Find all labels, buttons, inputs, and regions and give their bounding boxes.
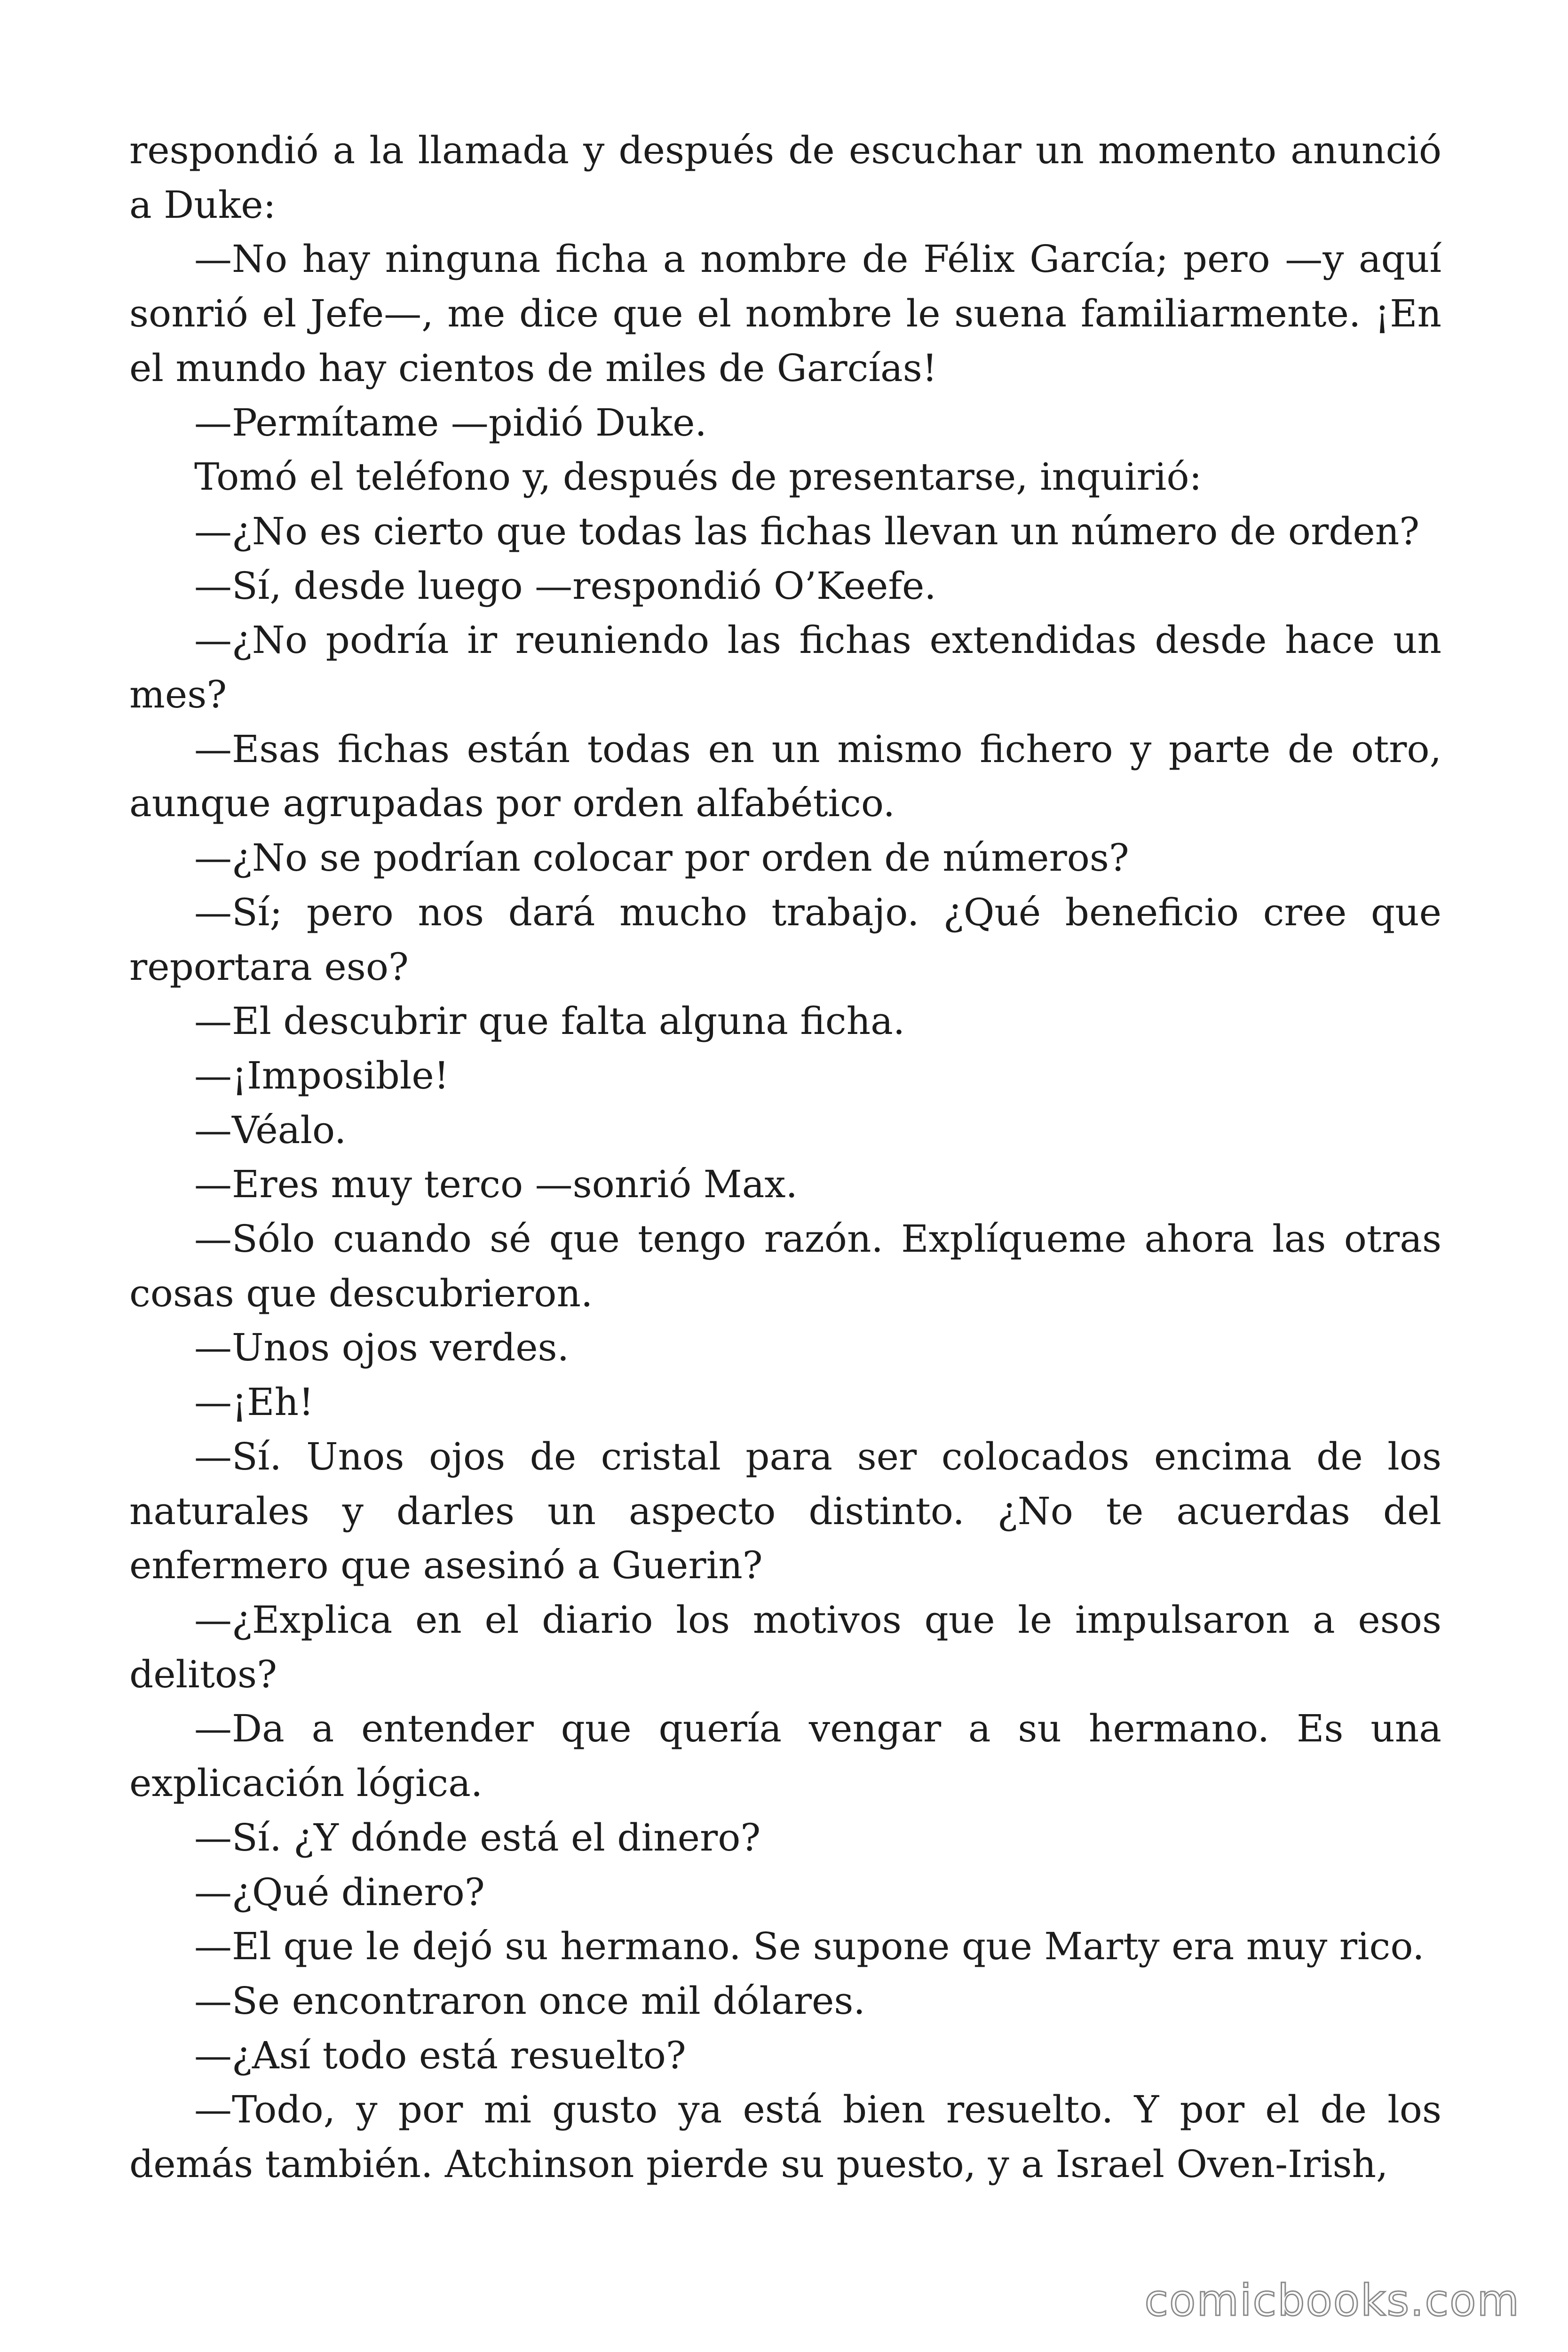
paragraph: —¿Así todo está resuelto? [194,2033,686,2077]
page-text-body [129,123,1441,2192]
paragraph: —Unos ojos verdes. [194,1326,570,1370]
paragraph: —Véalo. [194,1108,347,1152]
paragraph: —Permítame —pidió Duke. [194,400,707,445]
paragraph: —¿Explica en el diario los motivos que le impulsaron a esos delitos? [129,1597,1441,1696]
paragraph: —¡Imposible! [194,1053,449,1097]
paragraph: —¿No podría ir reuniendo las fichas extendidas desde hace un mes? [129,618,1441,717]
watermark: comicbooks.com [1144,2275,1520,2326]
paragraph: —¡Eh! [194,1380,314,1424]
paragraph: —El que le dejó su hermano. Se supone que Marty era muy rico. [194,1924,1425,1969]
paragraph: —Sólo cuando sé que tengo razón. Explíqueme ahora las otras cosas que descubrieron. [129,1217,1441,1315]
paragraph: —Sí. Unos ojos de cristal para ser colocados encima de los naturales y darles un aspecto distinto. ¿No te acuerdas del enfermero que asesinó a Guerin? [129,1434,1441,1588]
paragraph: —Sí; pero nos dará mucho trabajo. ¿Qué beneficio cree que reportara eso? [129,890,1441,989]
paragraph: —Sí, desde luego —respondió O’Keefe. [194,564,936,608]
paragraph: —No hay ninguna ficha a nombre de Félix García; pero —y aquí sonrió el Jefe—, me dice que el nombre le suena familiarmente. ¡En el mundo hay cientos de miles de Garcías! [129,237,1441,390]
paragraph: Tomó el teléfono y, después de presentarse, inquirió: [194,455,1202,499]
paragraph: —Todo, y por mi gusto ya está bien resuelto. Y por el de los demás también. Atchinson pierde su puesto, y a Israel Oven-Irish, [129,2088,1441,2186]
paragraph: —El descubrir que falta alguna ficha. [194,999,905,1043]
paragraph: —Esas fichas están todas en un mismo fichero y parte de otro, aunque agrupadas por orden alfabético. [129,727,1441,826]
paragraph: respondió a la llamada y después de escuchar un momento anunció a Duke: [129,128,1441,227]
paragraph: —¿No es cierto que todas las fichas llevan un número de orden? [194,509,1420,553]
paragraph: —¿No se podrían colocar por orden de números? [194,836,1129,880]
paragraph: —¿Qué dinero? [194,1870,485,1914]
paragraph: —Eres muy terco —sonrió Max. [194,1162,798,1207]
paragraph: —Sí. ¿Y dónde está el dinero? [194,1815,761,1859]
paragraph: —Se encontraron once mil dólares. [194,1979,865,2023]
paragraph: —Da a entender que quería vengar a su hermano. Es una explicación lógica. [129,1707,1441,1805]
